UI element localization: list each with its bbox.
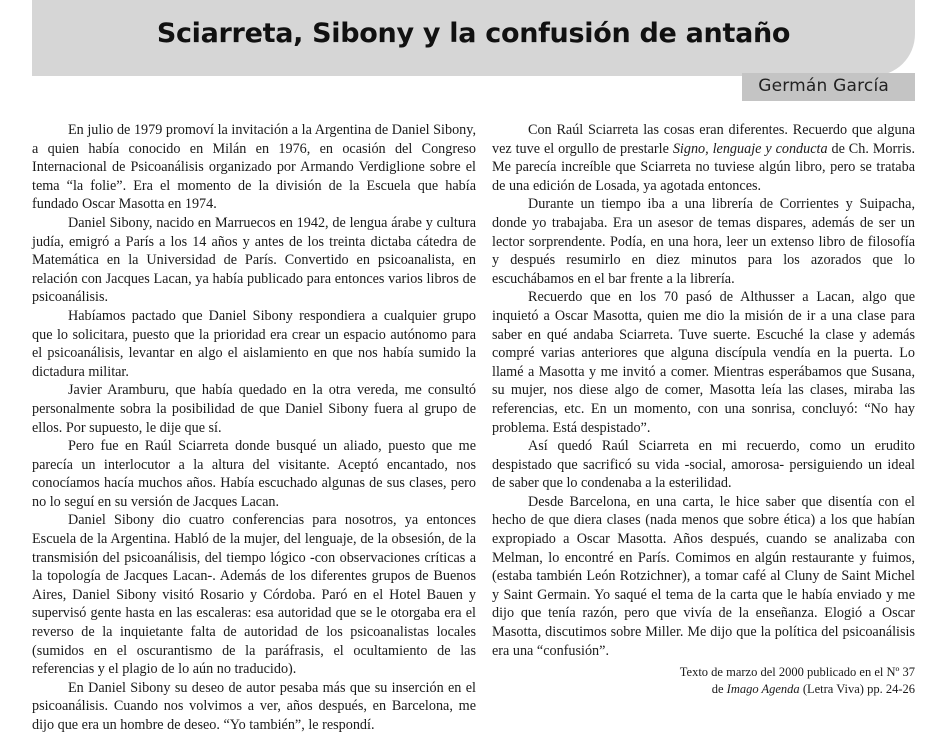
source-text: (Letra Viva) pp. 24-26 (799, 681, 915, 696)
paragraph: Durante un tiempo iba a una librería de Corrientes y Suipacha, donde yo trabajaba. Era un asesor de temas dispares, además de ser un lector sorprendente. Podía, en una hora, leer un extenso libro de filosofía y después resumirlo en diez minutos para los azorados que lo escuchábamos en el bar frente a la librería. (492, 196, 915, 287)
paragraph: Habíamos pactado que Daniel Sibony respondiera a cualquier grupo que lo solicitara, puesto que la prioridad era crear un espacio autónomo para el psicoanálisis, levantar en algo el aislamiento en que nos había sumido la dictadura militar. (32, 307, 476, 380)
right-column (492, 121, 915, 660)
paragraph: En julio de 1979 promoví la invitación a la Argentina de Daniel Sibony, a quien había conocido en Milán en 1976, en ocasión del Congreso Internacional de Psicoanálisis organizado por Armando Verdiglione sobre el tema “la folie”. Era el momento de la división de la Escuela que había fundado Oscar Masotta en 1974. (32, 122, 476, 213)
paragraph: Daniel Sibony, nacido en Marruecos en 1942, de lengua árabe y cultura judía, emigró a París a los 14 años y antes de los treinta dictaba cátedra de Matemática en la Universidad de París. Convertido en psicoanalista, en relación con Jacques Lacan, ya había publicado para entonces varios libros de psicoanálisis. (32, 214, 476, 306)
book-title-italic: Signo, lenguaje y conducta (672, 140, 828, 157)
source-note (560, 664, 915, 697)
paragraph: Recuerdo que en los 70 pasó de Althusser a Lacan, algo que inquietó a Oscar Masotta, quien me dio la misión de ir a una clase para saber en qué andaba Sciarreta. Tuve suerte. Escuché la clase y además compré varias anteriores que alguna discípula vendía en la puerta. Lo llamé a Masotta y me invitó a comer. Mientras esperábamos que Susana, su mujer, nos diese algo de comer, Masotta leía las clases, miraba las referencias, etc. En un momento, con una sonrisa, concluyó: “No hay problema. Está despistado”. (492, 289, 915, 436)
paragraph-text: de Ch. Morris. Me parecía increíble que Sciarreta no tuviese algún libro, pero se trataba de una edición de Losada, ya agotada entonces. (492, 140, 915, 194)
article-title: Sciarreta, Sibony y la confusión de antaño (156, 18, 791, 49)
paragraph: En Daniel Sibony su deseo de autor pesaba más que su inserción en el psicoanálisis. Cuando nos volvimos a ver, años después, en Barcelona, me dijo que era un hombre de deseo. “Yo también”, le respondí. (32, 679, 476, 733)
paragraph (492, 121, 915, 195)
source-line (560, 681, 915, 698)
paragraph: Pero fue en Raúl Sciarreta donde busqué un aliado, puesto que me parecía un interlocutor a la altura del visitante. Aceptó encantado, nos conocíamos hacía muchos años. Había escuchado algunas de sus clases, pero no lo seguí en su versión de Jacques Lacan. (32, 438, 476, 510)
paragraph: Así quedó Raúl Sciarreta en mi recuerdo, como un erudito despistado que sacrificó su vida -social, amorosa- persiguiendo un ideal de saber que lo condenaba a la esterilidad. (492, 438, 915, 492)
title-banner (32, 0, 915, 76)
paragraph-text: Con Raúl Sciarreta las cosas eran diferentes. Recuerdo que alguna vez tuve el orgullo de prestarle (492, 122, 915, 157)
left-column (32, 121, 476, 735)
paragraph: Desde Barcelona, en una carta, le hice saber que disentía con el hecho de que diera clases (nada menos que sobre ética) a los que habían expropiado a Oscar Masotta. Años después, cuando se analizaba con Melman, lo encontré en París. Comimos en algún restaurante y fuimos, (estaba también León Rotzichner), a tomar café al Cluny de Saint Michel y Saint Germain. Yo saqué el tema de la carta que le había enviado y me dijo que tenía razón, pero que vivía de la enseñanza. Elogió a Oscar Masotta, discutimos sobre Miller. Me dijo que la política del psicoanálisis era una “confusión”. (492, 493, 915, 659)
author-banner (742, 73, 915, 101)
paragraph: Javier Aramburu, que había quedado en la otra vereda, me consultó personalmente sobra la posibilidad de que Daniel Sibony fuera al grupo de ellos. Por supuesto, le dije que sí. (32, 382, 476, 436)
source-text: de (711, 681, 727, 696)
paragraph: Daniel Sibony dio cuatro conferencias para nosotros, ya entonces Escuela de la Argentina. Habló de la mujer, del lenguaje, de la obsesión, de la transmisión del psicoanálisis, del tiempo lógico -con observaciones críticas a la topología de Jacques Lacan-. Además de los diferentes grupos de Buenos Aires, Daniel Sibony visitó Rosario y Córdoba. Paró en el Hotel Bauen y supervisó gente hasta en las escaleras: esa autoridad que se le otorgaba era el reverso de la inquietante falta de autoridad de los psicoanalistas locales (sumidos en el oscurantismo de la paráfrasis, el ocultamiento de las referencias y el plagio de lo aún no traducido). (32, 512, 476, 678)
author-name: Germán García (758, 76, 889, 96)
source-line: Texto de marzo del 2000 publicado en el Nº 37 (679, 665, 915, 679)
publication-title: Imago Agenda (726, 681, 800, 696)
